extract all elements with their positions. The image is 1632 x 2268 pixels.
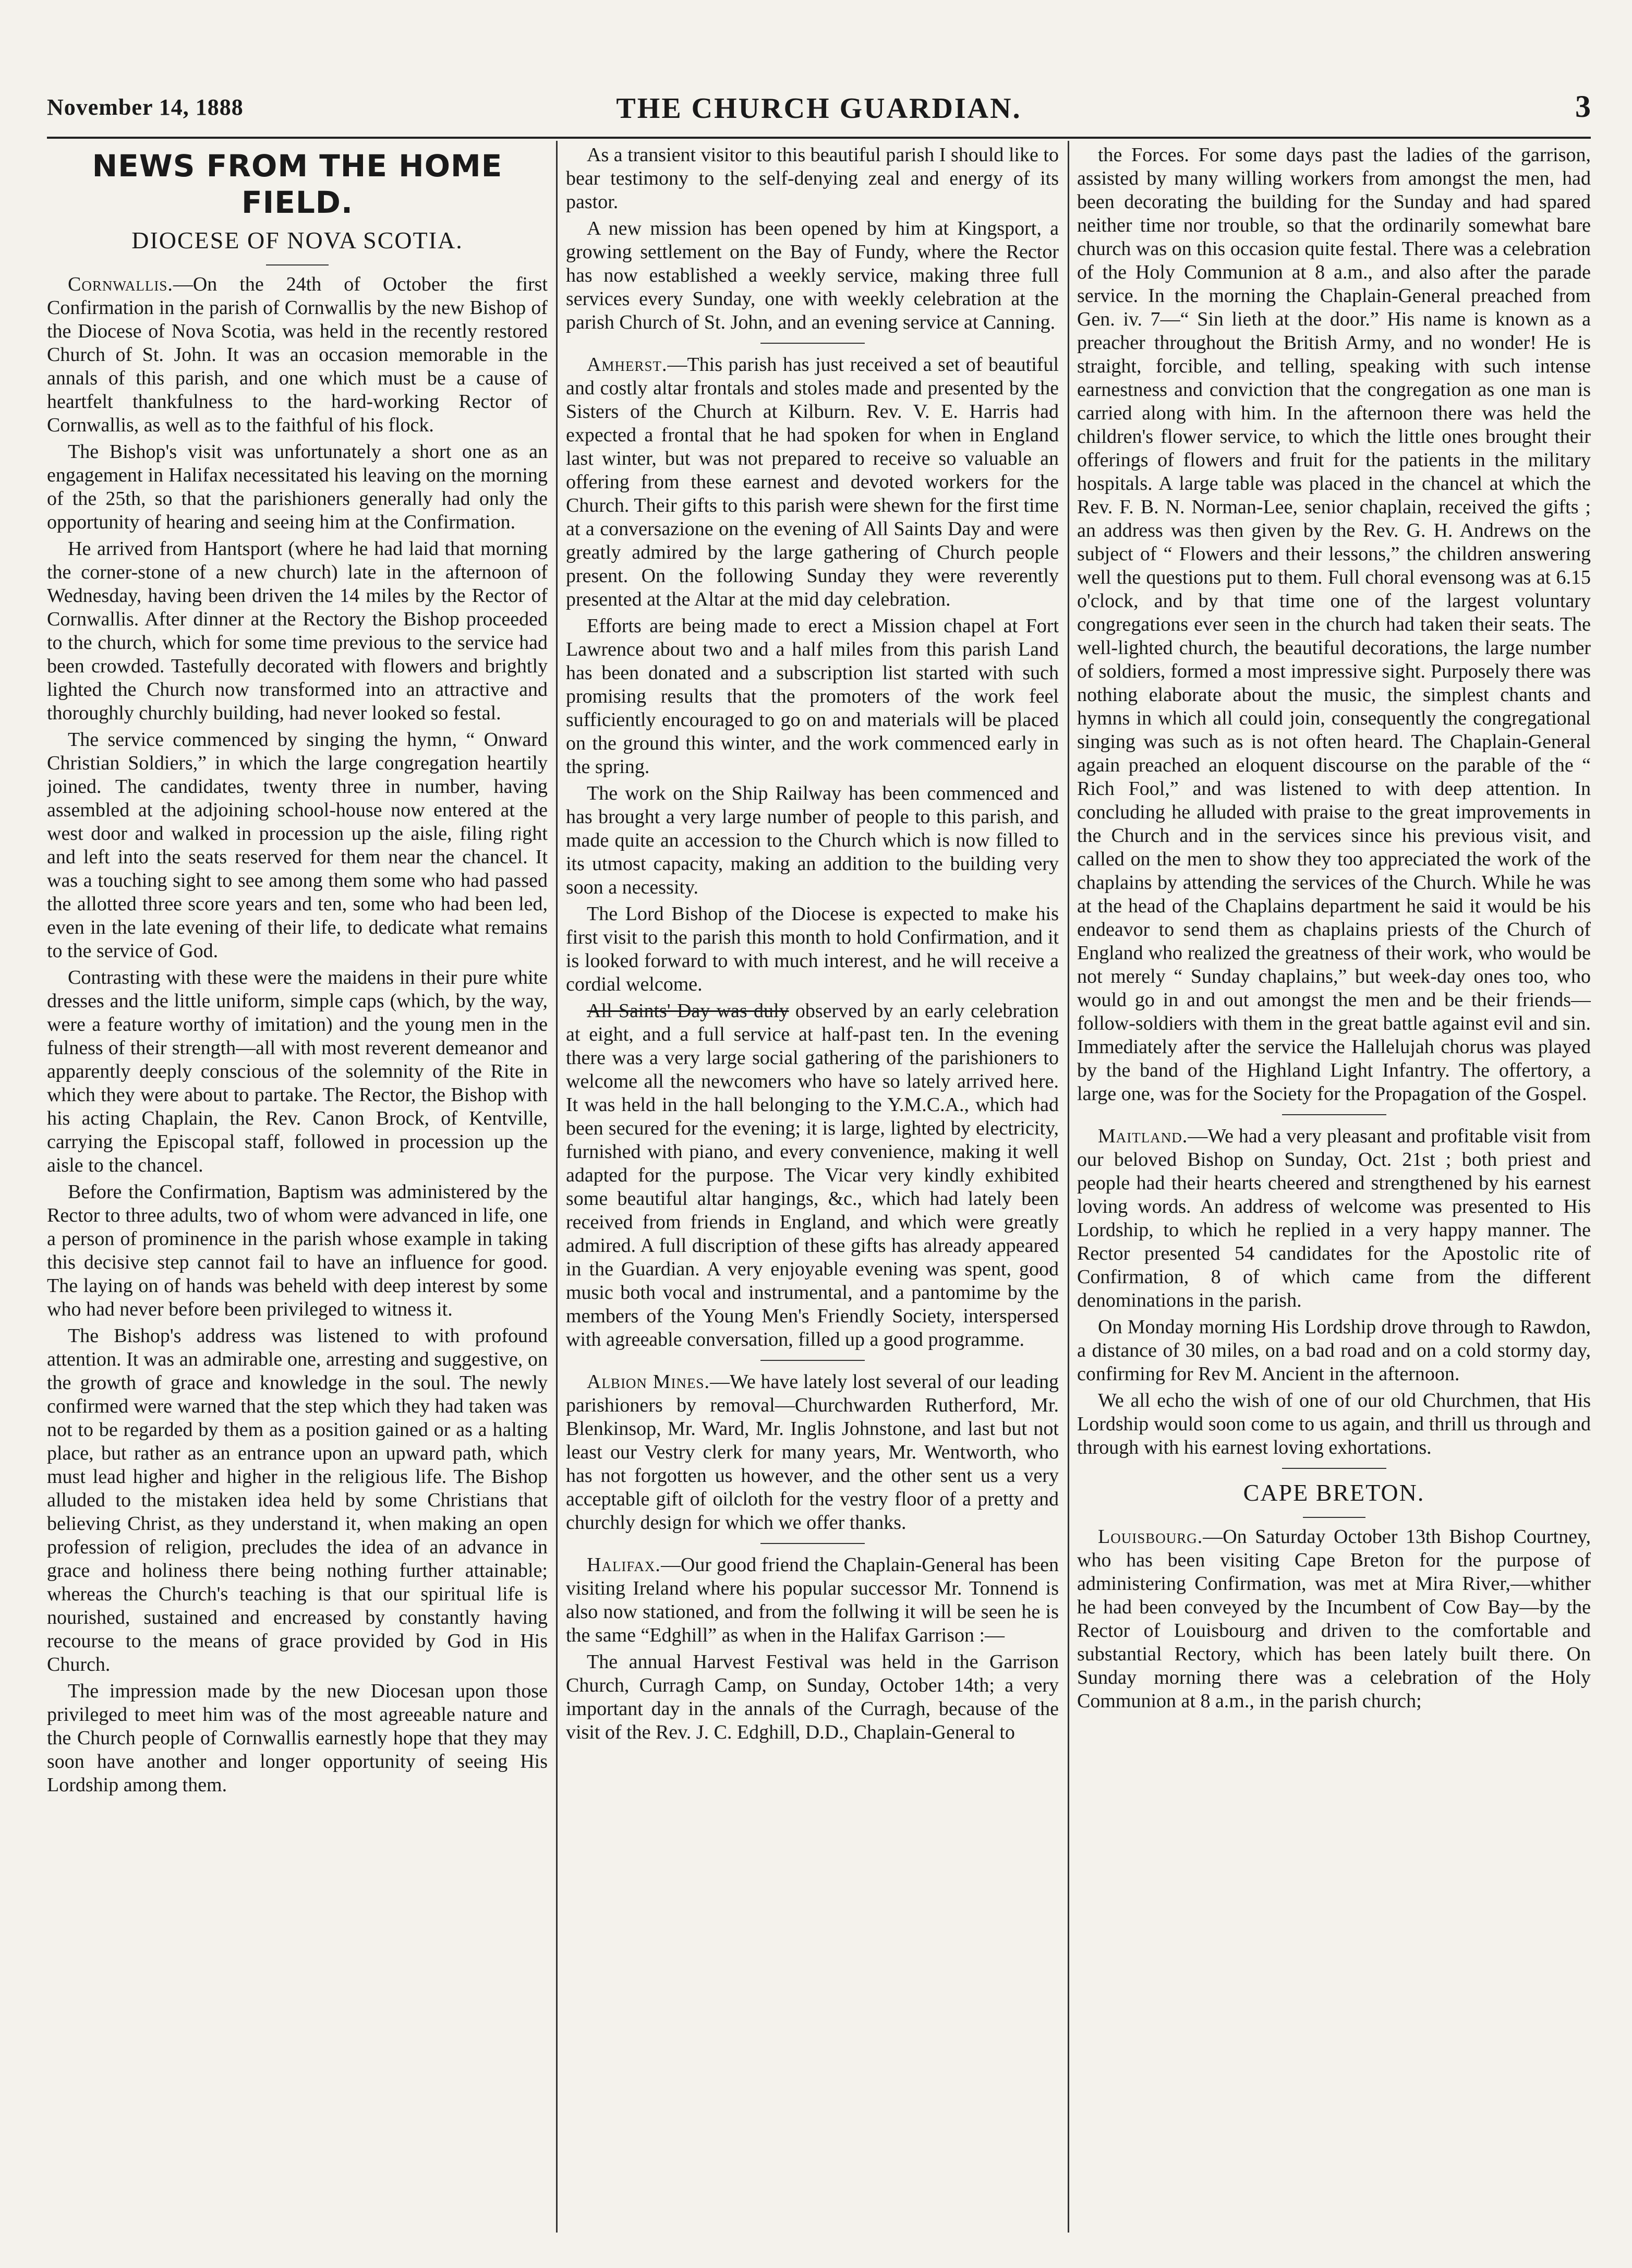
divider [1282, 1114, 1386, 1115]
divider [760, 1360, 865, 1361]
paragraph-text: —We had a very pleasant and profitable visit from our beloved Bishop on Sunday, Oct. 21st ; both priest and people had their hearts cheered and strengthened by his earnest loving words. An address of welcome was presented to His Lordship, to which he replied in a very happy manner. The Rector presented 54 candidates for the Apostolic rite of Confirmation, 8 of which came from the different denominations in the parish. [1077, 1125, 1591, 1311]
paragraph-text: He arrived from Hantsport (where he had laid that morning the corner-stone of a new church) late in the afternoon of Wednesday, having been driven the 14 miles by the Rector of Cornwallis. After dinner at the Rectory the Bishop proceeded to the church, which for some time previous to the service had been crowded. Tastefully decorated with flowers and brightly lighted the Church now transformed into an attractive and thoroughly churchly building, had never looked so festal. [47, 538, 548, 724]
paragraph-text: The service commenced by singing the hymn, “ Onward Christian Soldiers,” in which the large congregation heartily joined. The candidates, twenty three in number, having assembled at the adjoining school-house now entered at the west door and walked in procession up the aisle, filing right and left into the seats reserved for them near the chancel. It was a touching sight to see among them some who had passed the allotted three score years and ten, some who had been led, even in the late evening of their life, to dedicate what remains to the service of God. [47, 729, 548, 962]
paragraph-lead: Albion Mines. [587, 1371, 710, 1393]
paragraph [566, 217, 1059, 334]
paragraph [566, 782, 1059, 899]
divider [1282, 1468, 1386, 1469]
article-body [47, 273, 548, 1797]
paragraph-text: Efforts are being made to erect a Mission chapel at Fort Lawrence about two and a half miles from this parish Land has been donated and a subscription list started with such promising results that the promoters of the work feel sufficiently encouraged to go on and materials will be placed on the ground this winter, and the work commenced early in the spring. [566, 615, 1059, 778]
paragraph-text: —On the 24th of October the first Confirmation in the parish of Cornwallis by the new Bishop of the Diocese of Nova Scotia, was held in the recently restored Church of St. John. It was an occasion memorable in the annals of this parish, and one which must be a cause of heartfelt thankfulness to the hard-working Rector of Cornwallis, as well as to the faithful of his flock. [47, 273, 548, 436]
paragraph [566, 902, 1059, 996]
article-body [566, 1370, 1059, 1535]
paragraph-text: Before the Confirmation, Baptism was administered by the Rector to three adults, two of whom were advanced in life, one a person of prominence in the parish whose example in taking this decisive step cannot fail to have an influence for good. The laying on of hands was beheld with deep interest by some who had never before been privileged to witness it. [47, 1181, 548, 1320]
article-body [566, 143, 1059, 334]
paragraph-text: On Monday morning His Lordship drove through to Rawdon, a distance of 30 miles, on a bad road and on a cold stormy day, confirming for Rev M. Ancient in the afternoon. [1077, 1316, 1591, 1385]
paragraph [566, 353, 1059, 611]
article-body [566, 353, 1059, 996]
paragraph [47, 966, 548, 1177]
paragraph-text: The Bishop's address was listened to with profound attention. It was an admirable one, arresting and suggestive, on the growth of grace and knowledge in the soul. The newly confirmed were warned that the step which they had taken was not to be regarded by them as a position gained or as a halting place, but rather as an entrance upon an upward path, which must lead higher and higher in the religious life. The Bishop alluded to the mistaken idea held by some Christians that believing Christ, as they understand it, when making an open profession of religion, precludes the idea of an advance in grace and holiness there being nothing further attainable; whereas the Church's teaching is that our spiritual life is nourished, sustained and encreased by constantly having recourse to the means of grace provided by God in His Church. [47, 1325, 548, 1675]
paragraph-text: The impression made by the new Diocesan upon those privileged to meet him was of the most agreeable nature and the Church people of Cornwallis earnestly hope that they may soon have another and longer opportunity of seeing His Lordship among them. [47, 1680, 548, 1796]
paragraph-lead: Louisbourg. [1098, 1526, 1203, 1548]
column-divider [1068, 141, 1069, 2233]
paragraph-text: observed by an early celebration at eight, and a full service at half-past ten. In the evening there was a very large social gathering of the parishioners to welcome all the newcomers who have so lately arrived here. It was held in the hall belonging to the Y.M.C.A., which had been secured for the evening; it is large, lighted by electricity, furnished with piano, and every convenience, making it well adapted for the purpose. The Vicar very kindly exhibited some beautiful altar hangings, &c., which had lately been received from friends in England, and which were greatly admired. A full discription of these gifts has already appeared in the Guardian. A very enjoyable evening was spent, good music both vocal and instrumental, and a pantomime by the members of the Young Men's Friendly Society, interspersed with agreeable conversation, filled up a good programme. [566, 1000, 1059, 1350]
paragraph [47, 1324, 548, 1676]
paragraph [1077, 1389, 1591, 1459]
article-body [1077, 1525, 1591, 1713]
paragraph-lead: Halifax. [587, 1554, 661, 1576]
column-3 [1077, 143, 1591, 2230]
article-body [566, 1553, 1059, 1744]
divider [760, 1543, 865, 1544]
paragraph-text: —This parish has just received a set of beautiful and costly altar frontals and stoles made and presented by the Sisters of the Church at Kilburn. Rev. V. E. Harris had expected a frontal that he had spoken for when in England last winter, but was not prepared to receive so valuable an offering from these earnest and devoted workers for the Church. Their gifts to this parish were shewn for the first time at a conversazione on the evening of All Saints Day and were greatly admired by the large gathering of Church people present. On the following Sunday they were reverently presented at the Altar at the mid day celebration. [566, 354, 1059, 610]
column-1 [47, 143, 548, 2230]
divider [1303, 1517, 1365, 1518]
paragraph-text: The Bishop's visit was unfortunately a short one as an engagement in Halifax necessitated his leaving on the morning of the 25th, so that the parishioners generally had only the opportunity of hearing and seeing him at the Confirmation. [47, 441, 548, 533]
struck-text: All Saints' Day was duly [587, 1000, 789, 1022]
paragraph [47, 537, 548, 725]
paragraph [566, 1553, 1059, 1647]
paragraph-lead: Amherst. [587, 354, 668, 376]
article-body [1077, 143, 1591, 1106]
paragraph-text: The Lord Bishop of the Diocese is expected to make his first visit to the parish this month to hold Confirmation, and it is looked forward to with much interest, and he will receive a cordial welcome. [566, 903, 1059, 995]
masthead [47, 78, 1591, 136]
divider [760, 343, 865, 344]
paragraph-lead: Maitland. [1098, 1125, 1188, 1147]
page-number: 3 [1575, 89, 1591, 124]
paragraph [47, 1680, 548, 1797]
paragraph-text: —We have lately lost several of our leading parishioners by removal—Churchwarden Rutherford, Mr. Blenkinsop, Mr. Ward, Mr. Inglis Johnstone, and last but not least our Vestry clerk for many years, Mr. Wentworth, who has not forgotten us however, and the other sent us a very acceptable gift of oilcloth for the vestry floor of a pretty and churchly design for which we offer thanks. [566, 1371, 1059, 1534]
column-2 [566, 143, 1059, 2230]
paragraph [1077, 143, 1591, 1106]
paragraph [566, 1650, 1059, 1744]
divider [266, 264, 329, 266]
paragraph [1077, 1125, 1591, 1312]
paragraph [566, 999, 1059, 1352]
paragraph [566, 143, 1059, 214]
paragraph [47, 728, 548, 963]
paragraph [47, 440, 548, 534]
paragraph [47, 1180, 548, 1321]
paragraph-text: A new mission has been opened by him at Kingsport, a growing settlement on the Bay of Fundy, where the Rector has now established a weekly service, making three full services every Sunday, one with weekly celebration at the parish Church of St. John, and an evening service at Canning. [566, 218, 1059, 333]
paragraph [566, 1370, 1059, 1535]
paragraph-lead: Cornwallis. [68, 273, 173, 295]
paragraph [566, 614, 1059, 779]
paragraph-text: —Our good friend the Chaplain-General has been visiting Ireland where his popular successor Mr. Tonnend is also now stationed, and from the follwing it will be seen he is the same “Edghill” as when in the Halifax Garrison :— [566, 1554, 1059, 1646]
paragraph-text: As a transient visitor to this beautiful parish I should like to bear testimony to the self-denying zeal and energy of its pastor. [566, 144, 1059, 213]
issue-date: November 14, 1888 [47, 94, 244, 120]
section-heading-cape-breton: CAPE BRETON. [1243, 1479, 1425, 1506]
paper-title: THE CHURCH GUARDIAN. [616, 92, 1022, 125]
article-body [1077, 1125, 1591, 1459]
headline: NEWS FROM THE HOME FIELD. [92, 148, 503, 220]
column-divider [556, 141, 558, 2233]
paragraph [1077, 1525, 1591, 1713]
paragraph-text: Contrasting with these were the maidens in their pure white dresses and the little uniform, simple caps (which, by the way, were a feature worthy of imitation) and the young men in the fulness of their strength—all with most reverent demeanor and apparently deeply conscious of the solemnity of the Rite in which they were about to partake. The Rector, the Bishop with his acting Chaplain, the Rev. Canon Brock, of Kentville, carrying the Episcopal staff, followed in procession up the aisle to the chancel. [47, 967, 548, 1176]
paragraph-text: We all echo the wish of one of our old Churchmen, that His Lordship would soon come to us again, and thrill us through and through with his earnest loving exhortations. [1077, 1390, 1591, 1458]
paragraph [47, 273, 548, 437]
paragraph-text: The work on the Ship Railway has been commenced and has brought a very large number of people to this parish, and made quite an accession to the Church which is now filled to its utmost capacity, making an addition to the building very soon a necessity. [566, 782, 1059, 898]
header-rule [47, 137, 1591, 139]
paragraph-text: the Forces. For some days past the ladies of the garrison, assisted by many willing workers from amongst the men, had been decorating the building for the Sunday and had spared neither time nor trouble, so that the ordinarily somewhat bare church was on this occasion quite festal. There was a celebration of the Holy Communion at 8 a.m., and also after the parade service. In the morning the Chaplain-General preached from Gen. iv. 7—“ Sin lieth at the door.” His name is known as a preacher throughout the British Army, and no wonder! He is straight, forcible, and telling, speaking with such intense earnestness and conviction that the congregation as one man is carried along with him. In the afternoon there was held the children's flower service, to which the little ones brought their offerings of flowers and fruit for the patients in the military hospitals. A large table was placed in the chancel at which the Rev. F. B. N. Norman-Lee, senior chaplain, received the gifts ; an address was then given by the Rev. G. H. Andrews on the subject of “ Flowers and their lessons,” the children answering well the questions put to them. Full choral evensong was at 6.15 o'clock, and by that time one of the largest voluntary congregations ever seen in the church had taken their seats. The well-lighted church, the beautiful decorations, the large number of soldiers, formed a most impressive sight. Purposely there was nothing elaborate about the music, the simplest chants and hymns in which all could join, consequently the congregational singing was such as is not often heard. The Chaplain-General again preached an eloquent discourse on the parable of the “ Rich Fool,” and was listened to with deep attention. In concluding he alluded with praise to the great improvements in the Church and in the services since his previous visit, and called on the men to show they too appreciated the work of the chaplains by attending the services of the Church. While he was at the head of the Chaplains department he said it would be his endeavor to send them as chaplains priests of the Church of England who realized the greatness of their work, who would be not merely “ Sunday chaplains,” but week-day ones too, who would go in and out amongst the men and be their friends—follow-soldiers with them in the great battle against evil and sin. Immediately after the service the Hallelujah chorus was played by the band of the Highland Light Infantry. The offertory, a large one, was for the Society for the Propagation of the Gospel. [1077, 144, 1591, 1105]
paragraph-text: —On Saturday October 13th Bishop Courtney, who has been visiting Cape Breton for the purpose of administering Confirmation, was met at Mira River,—whither he had been conveyed by the Incumbent of Cow Bay—by the Rector of Louisbourg and driven to the comfortable and substantial Rectory, which has been lately built there. On Sunday morning there was a celebration of the Holy Communion at 8 a.m., in the parish church; [1077, 1526, 1591, 1712]
section-heading-nova-scotia: DIOCESE OF NOVA SCOTIA. [131, 227, 463, 254]
paragraph-text: The annual Harvest Festival was held in the Garrison Church, Curragh Camp, on Sunday, October 14th; a very important day in the annals of the Curragh, because of the visit of the Rev. J. C. Edghill, D.D., Chaplain-General to [566, 1651, 1059, 1743]
paragraph [1077, 1316, 1591, 1386]
